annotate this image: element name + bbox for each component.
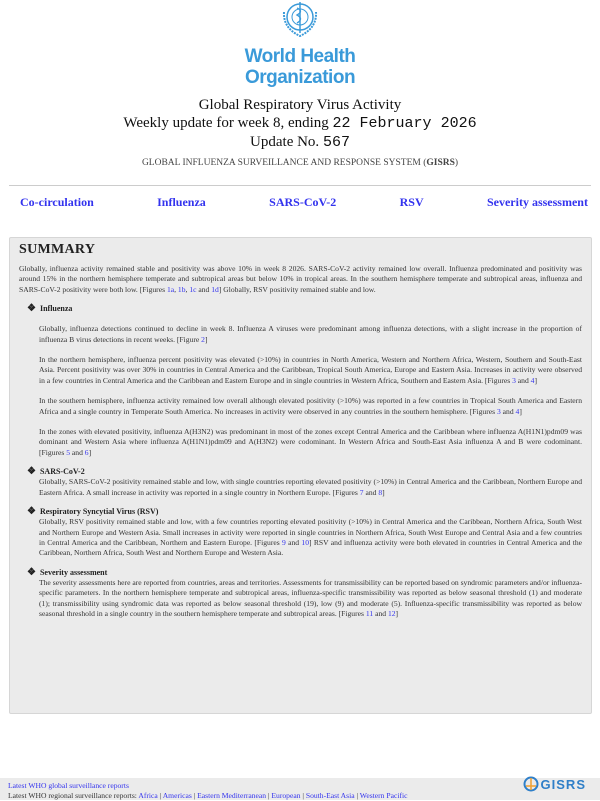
update-number: [0, 133, 600, 152]
text-segment: Globally, RSV positivity remained stable and low, with a few countries reporting elevated positivity (>10%) in Central America and the Caribbean, Northern Africa, South West and Northern Europe and Western Asia. Small increases in activity were reported in single countries in Northern Africa, South West Europe and Central Asia and a few countries in Central America and the Caribbean, Northern and Eastern Europe. [Figures: [39, 517, 582, 547]
text-segment: ] RSV and influenza activity were both elevated in countries in Central America and the Caribbean, Northern Africa, South West and Northern Europe and Western Asia.: [39, 537, 582, 558]
text-segment: In the northern hemisphere, influenza percent positivity was elevated (>10%) in countries in North America, Western and Northern Africa, Western, Southern and South-East Asia. Percent positivity was over 30% in countries in Central America and the Caribbean, Tropical South America, Europe and Eastern Asia. Increases in activity were observed in a few countries in Central America and the Caribbean and Eastern Europe and in single countries in Western Africa, Southern and Eastern Asia. [Figures: [39, 355, 582, 385]
nav-sars-cov-2[interactable]: SARS-CoV-2: [269, 195, 337, 209]
who-name-2: Organization: [244, 67, 356, 88]
section-title: Severity assessment: [39, 567, 108, 577]
who-emblem-icon: [277, 0, 323, 40]
report-title: Global Respiratory Virus Activity: [198, 97, 402, 113]
text-segment: ]: [534, 375, 537, 385]
diamond-bullet-icon: ❖: [27, 303, 36, 315]
text-segment: and: [373, 608, 388, 618]
section-heading: [27, 303, 582, 314]
text-segment: The severity assessments here are reported from countries, areas and territories. Assessments for transmissibility can be reported based on syndromic parameters and/or influenza-specific parameters. In the northern hemisphere temperate and subtropical areas, influenza-specific transmissibility was reported as below seasonal threshold (1) and moderate (1); transmissibility using syndromic data was reported as below seasonal threshold (19), low (9) and moderate (5). Influenza-specific transmissibility was reported as below seasonal threshold in a single country in the southern hemisphere temperate and subtropical areas. [Figures: [39, 577, 582, 618]
section-paragraph: [39, 427, 582, 458]
text-segment: ]: [204, 334, 208, 344]
text-segment: In the southern hemisphere, influenza activity remained low overall although elevated positivity (>10%) was reported in a few countries in Tropical South America and Eastern Africa and a single country in Temperate South America. No increases in activity were observed in any countries in the southern hemisphere. [Figures: [39, 396, 582, 416]
region-link[interactable]: Eastern Mediterranean: [197, 791, 267, 800]
nav-co-circulation[interactable]: Co-circulation: [20, 195, 94, 209]
section-paragraph: [39, 477, 582, 498]
text-segment: ]: [88, 447, 92, 457]
figure-link[interactable]: 1b: [177, 284, 186, 294]
nav-influenza[interactable]: Influenza: [157, 195, 206, 209]
figure-link[interactable]: 9: [282, 537, 286, 547]
report-subtitle: [0, 114, 600, 133]
separator: |: [266, 791, 272, 800]
system-text: GLOBAL INFLUENZA SURVEILLANCE AND RESPONSE SYSTEM (: [141, 158, 427, 168]
section-nav: [20, 195, 588, 210]
nav-severity-assessment[interactable]: Severity assessment: [486, 195, 588, 209]
update-label: Update No.: [250, 134, 323, 150]
system-name: [0, 158, 600, 168]
text-segment: Globally, SARS-CoV-2 positivity remained stable and low, with single countries reporting elevated positivity (>10%) in Central America and the Caribbean, Northern Europe and Eastern Africa. A small increase in activity was reported in a single country in Northern Europe. [Figures: [39, 477, 582, 497]
figure-link[interactable]: 4: [530, 375, 535, 385]
figure-link[interactable]: 5: [66, 447, 71, 457]
figure-link[interactable]: 4: [515, 406, 520, 416]
summary-section: [27, 466, 582, 498]
section-paragraph: [39, 355, 582, 386]
gisrs-badge: GISRS: [540, 776, 586, 792]
text-segment: ,: [174, 284, 178, 294]
regional-label: Latest WHO regional surveillance reports:: [8, 791, 139, 800]
figure-link[interactable]: 2: [201, 334, 205, 344]
section-paragraph: [39, 578, 582, 620]
gisrs-logo: [523, 776, 586, 792]
globe-icon: [523, 776, 539, 792]
figure-link[interactable]: 11: [365, 608, 374, 618]
figure-link[interactable]: 3: [496, 406, 501, 416]
text-segment: ]: [382, 487, 385, 497]
update-value: 567: [322, 134, 350, 151]
region-link[interactable]: Western Pacific: [359, 791, 408, 800]
figure-link[interactable]: 6: [84, 447, 89, 457]
figure-link[interactable]: 12: [387, 608, 396, 618]
system-text-end: ): [454, 158, 459, 168]
text-segment: Globally, influenza detections continued to decline in week 8. Influenza A viruses were predominant among influenza detections, with a slight increase in the proportion of influenza B virus detections in recent weeks. [Figure: [39, 324, 582, 344]
summary-section: [27, 506, 582, 559]
summary-title: SUMMARY: [19, 242, 96, 257]
text-segment: and: [196, 284, 212, 294]
system-abbr: GISRS: [426, 158, 455, 168]
section-title: SARS-CoV-2: [39, 467, 85, 477]
summary-intro: [19, 264, 582, 295]
figure-link[interactable]: 1d: [211, 284, 219, 294]
diamond-bullet-icon: ❖: [27, 506, 36, 518]
section-title: Influenza: [39, 304, 73, 314]
region-link[interactable]: European: [271, 791, 301, 800]
who-name: World Health: [244, 46, 356, 67]
text-segment: ,: [185, 284, 190, 294]
region-link[interactable]: South-East Asia: [305, 791, 355, 800]
figure-link[interactable]: 7: [359, 487, 364, 497]
text-segment: and: [515, 375, 531, 385]
text-segment: and: [70, 447, 85, 457]
subtitle-date: 22 February 2026: [332, 115, 477, 132]
separator: |: [157, 791, 163, 800]
global-reports-link[interactable]: Latest WHO global surveillance reports: [8, 781, 129, 790]
section-heading: [27, 567, 582, 578]
section-paragraph: [39, 324, 582, 345]
footer: [0, 778, 600, 800]
summary-box: [9, 237, 592, 714]
figure-link[interactable]: 8: [378, 487, 383, 497]
summary-section: [27, 303, 582, 458]
diamond-bullet-icon: ❖: [27, 566, 36, 578]
region-link[interactable]: Americas: [162, 791, 192, 800]
text-segment: and: [500, 406, 516, 416]
figure-link[interactable]: 10: [301, 537, 309, 547]
text-segment: and: [363, 487, 379, 497]
separator: |: [300, 791, 306, 800]
text-segment: and: [285, 537, 302, 547]
report-header: [0, 96, 600, 168]
separator: |: [354, 791, 360, 800]
nav-rsv[interactable]: RSV: [399, 195, 424, 209]
section-paragraph: [39, 396, 582, 417]
subtitle-text: Weekly update for week 8, ending: [123, 115, 333, 131]
section-paragraph: [39, 517, 582, 559]
figure-link[interactable]: 3: [512, 375, 516, 385]
diamond-bullet-icon: ❖: [27, 466, 36, 478]
who-logo: [0, 0, 600, 87]
text-segment: ]: [519, 406, 522, 416]
figure-link[interactable]: 1c: [189, 284, 197, 294]
text-segment: Globally, influenza activity remained stable and positivity was above 10% in week 8 2026. SARS-CoV-2 activity remained low overall. Influenza predominated and positivity was around 15% in the northern hemisphere temperate and subtropical areas but below 10% in tropical areas. In the southern hemisphere temperate and subtropical areas, influenza and SARS-CoV-2 positivity were both low. [Figures: [19, 264, 582, 294]
text-segment: ]: [395, 608, 399, 618]
text-segment: ] Globally, RSV positivity remained stable and low.: [218, 284, 376, 294]
divider: [9, 185, 591, 186]
summary-section: [27, 567, 582, 620]
text-segment: In the zones with elevated positivity, influenza A(H3N2) was predominant in most of the zones except Central America and the Caribbean where influenza A(H1N1)pdm09 was dominant and Western Asia where influenza A(H1N1)pdm09 and A(H3N2) were codominant. In Western Africa and South-East Asia influenza A and B were codominant. [Figures: [39, 427, 582, 457]
section-heading: [27, 506, 582, 517]
figure-link[interactable]: 1a: [166, 284, 175, 294]
section-heading: [27, 466, 582, 477]
separator: |: [191, 791, 198, 800]
region-link[interactable]: Africa: [138, 791, 158, 800]
section-title: Respiratory Syncytial Virus (RSV): [39, 507, 159, 517]
